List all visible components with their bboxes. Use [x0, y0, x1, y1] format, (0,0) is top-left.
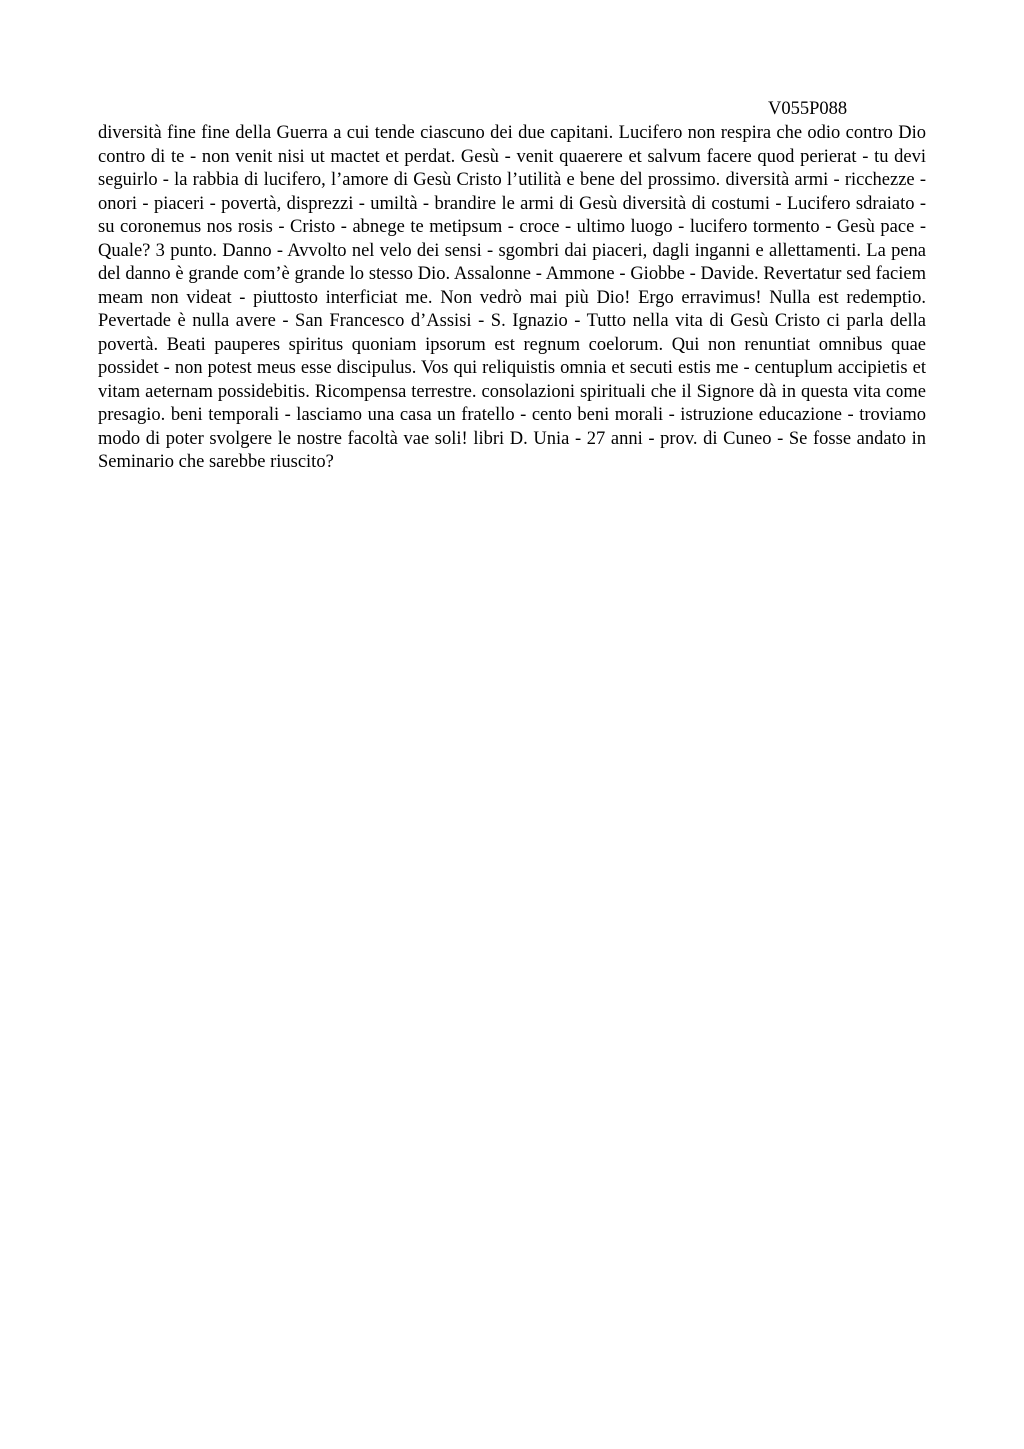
body-paragraph: diversità fine fine della Guerra a cui tende ciascuno dei due capitani. Lucifero non respira che odio contro Dio contro di te - non venit nisi ut mactet et perdat. Gesù - venit quaerere et salvum facere quod perierat - tu devi seguirlo - la rabbia di lucifero, l’amore di Gesù Cristo l’utilità e bene del prossimo. diversità armi - ricchezze - onori - piaceri - povertà, disprezzi - umiltà - brandire le armi di Gesù diversità di costumi - Lucifero sdraiato - su coronemus nos rosis - Cristo - abnege te metipsum - croce - ultimo luogo - lucifero tormento - Gesù pace - Quale? 3 punto. Danno - Avvolto nel velo dei sensi - sgombri dai piaceri, dagli inganni e allettamenti. La pena del danno è grande com’è grande lo stesso Dio. Assalonne - Ammone - Giobbe - Davide. Revertatur sed faciem meam non videat - piuttosto interficiat me. Non vedrò mai più Dio! Ergo erravimus! Nulla est redemptio. Pevertade è nulla avere - San Francesco d’Assisi - S. Ignazio - Tutto nella vita di Gesù Cristo ci parla della povertà. Beati pauperes spiritus quoniam ipsorum est regnum coelorum. Qui non renuntiat omnibus quae possidet - non potest meus esse discipulus. Vos qui reliquistis omnia et secuti estis me - centuplum accipietis et vitam aeternam possidebitis. Ricompensa terrestre. consolazioni spirituali che il Signore dà in questa vita come presagio. beni temporali - lasciamo una casa un fratello - cento beni morali - istruzione educazione - troviamo modo di poter svolgere le nostre facoltà vae soli! libri D. Unia - 27 anni - prov. di Cuneo - Se fosse andato in Seminario che sarebbe riuscito?: [98, 123, 926, 472]
page-code: V055P088: [768, 99, 848, 119]
